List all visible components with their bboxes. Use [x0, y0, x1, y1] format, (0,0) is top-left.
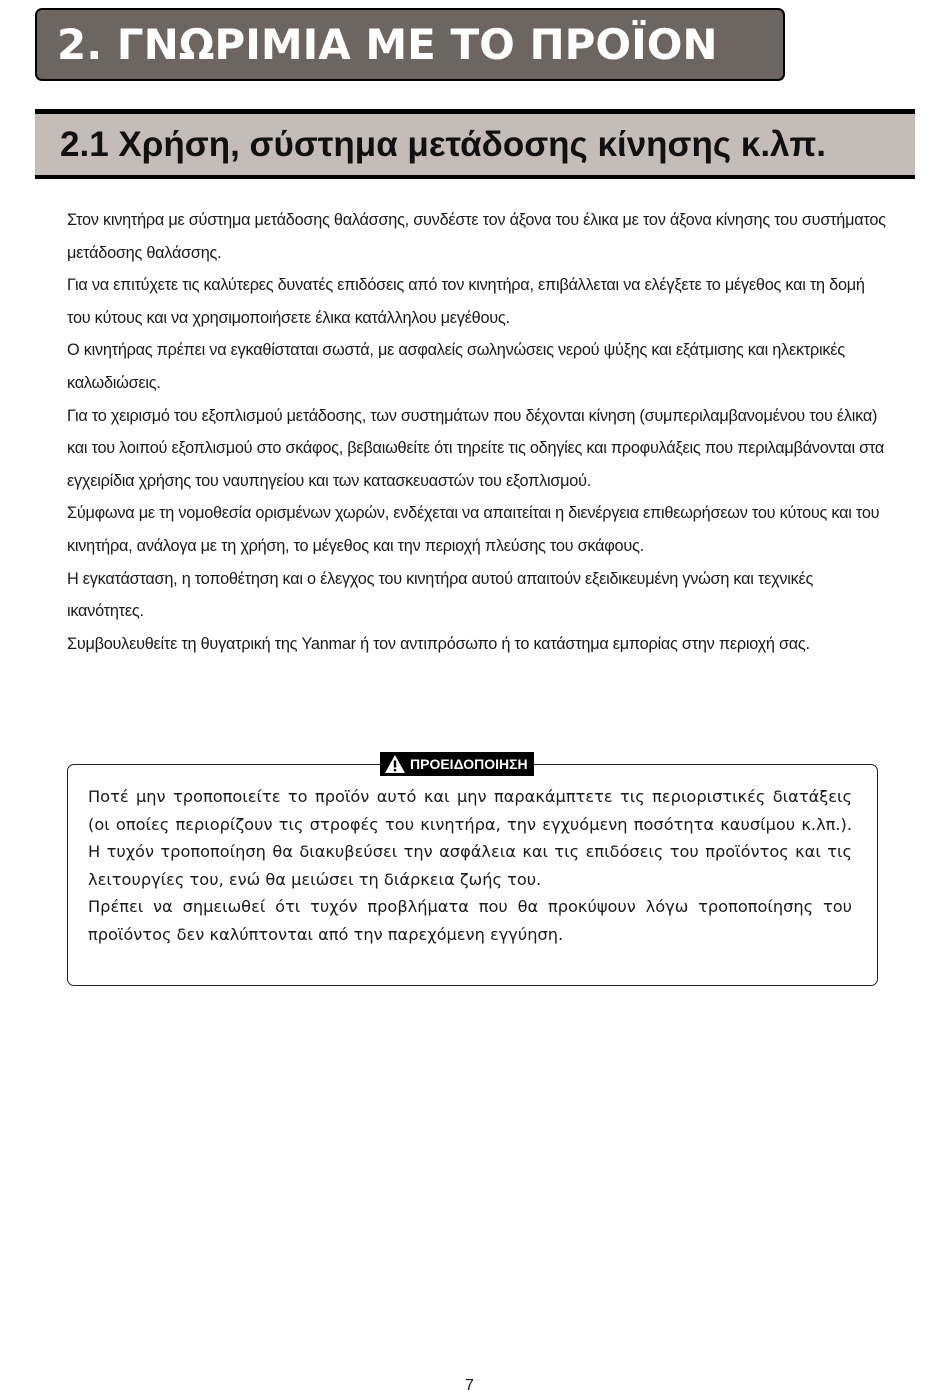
chapter-title: 2. ΓΝΩΡΙΜΙΑ ΜΕ ΤΟ ΠΡΟΪΟΝ — [35, 8, 785, 81]
body-paragraph: Ο κινητήρας πρέπει να εγκαθίσταται σωστά, με ασφαλείς σωληνώσεις νερού ψύξης και εξάτμισης και ηλεκτρικές καλωδιώσεις. — [67, 341, 845, 392]
warning-label-text: ΠΡΟΕΙΔΟΠΟΙΗΣΗ — [410, 756, 528, 772]
warning-text — [88, 783, 852, 949]
body-paragraph: Για το χειρισμό του εξοπλισμού μετάδοσης, των συστημάτων που δέχονται κίνηση (συμπεριλαμβανομένου του έλικα) και του λοιπού εξοπλισμού στο σκάφος, βεβαιωθείτε ότι τηρείτε τις οδηγίες και προφυλάξεις που περιλαμβάνονται στα εγχειρίδια χρήσης του ναυπηγείου και των κατασκευαστών του εξοπλισμού. — [67, 406, 885, 490]
section-title: 2.1 Χρήση, σύστημα μετάδοσης κίνησης κ.λπ. — [60, 125, 827, 164]
body-paragraph: Για να επιτύχετε τις καλύτερες δυνατές επιδόσεις από τον κινητήρα, επιβάλλεται να ελέγξετε το μέγεθος και τη δομή του κύτους και να χρησιμοποιήσετε έλικα κατάλληλου μεγέθους. — [67, 276, 865, 327]
body-paragraph: Η εγκατάσταση, η τοποθέτηση και ο έλεγχος του κινητήρα αυτού απαιτούν εξειδικευμένη γνώση και τεχνικές ικανότητες. — [67, 569, 814, 621]
body-text — [67, 204, 887, 660]
page-number: 7 — [465, 1377, 474, 1394]
section-title-bar — [35, 109, 915, 179]
warning-paragraph: Ποτέ μην τροποποιείτε το προϊόν αυτό και μην παρακάμπτετε τις περιοριστικές διατάξεις (οι οποίες περιορίζουν τις στροφές του κινητήρα, την εγχυόμενη ποσότητα καυσίμου κ.λπ.). Η τυχόν τροποποίηση θα διακυβεύσει την ασφάλεια και τις επιδόσεις του προϊόντος και τις λειτουργίες του, ενώ θα μειώσει τη διάρκεια ζωής του. — [88, 787, 852, 889]
body-paragraph: Σύμφωνα με τη νομοθεσία ορισμένων χωρών, ενδέχεται να απαιτείται η διενέργεια επιθεωρήσεων του κύτους και του κινητήρα, ανάλογα με τη χρήση, το μέγεθος και την περιοχή πλεύσης του σκάφους. — [67, 504, 880, 555]
warning-paragraph: Πρέπει να σημειωθεί ότι τυχόν προβλήματα που θα προκύψουν λόγω τροποποίησης του προϊόντος δεν καλύπτονται από την παρεχόμενη εγγύηση. — [88, 897, 852, 944]
warning-triangle-icon — [384, 754, 406, 774]
body-paragraph: Συμβουλευθείτε τη θυγατρική της Yanmar ή τον αντιπρόσωπο ή το κατάστημα εμπορίας στην περιοχή σας. — [67, 634, 810, 653]
warning-label — [380, 752, 534, 776]
body-paragraph: Στον κινητήρα με σύστημα μετάδοσης θαλάσσης, συνδέστε τον άξονα του έλικα με τον άξονα κίνησης του συστήματος μετάδοσης θαλάσσης. — [67, 211, 886, 262]
